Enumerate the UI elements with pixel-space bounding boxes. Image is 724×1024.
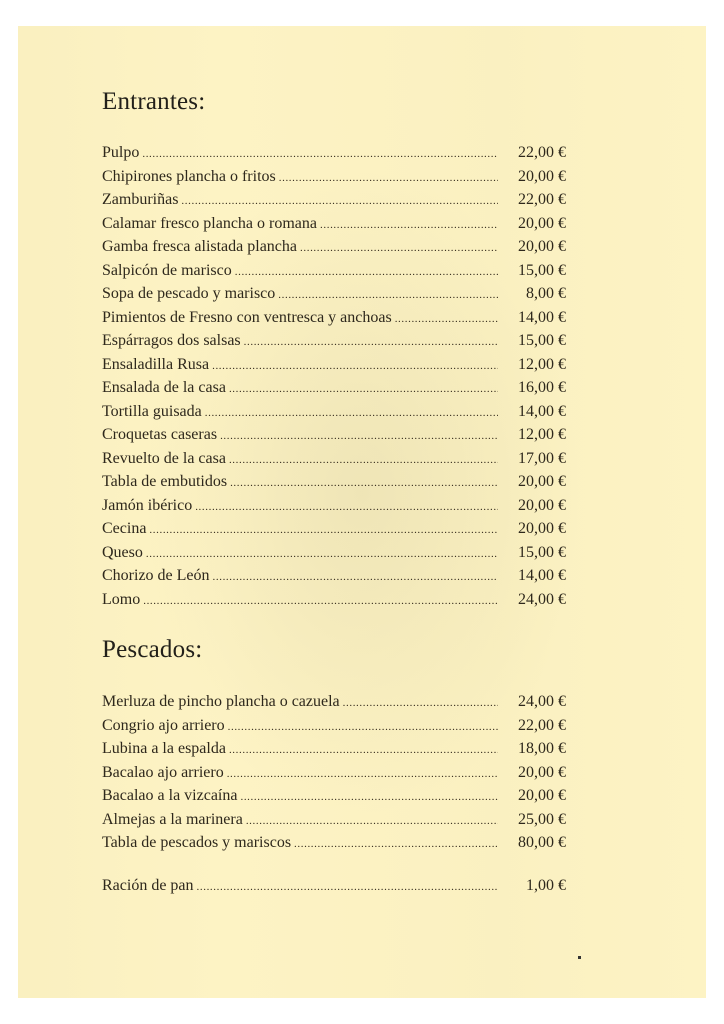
dot-leader [228,721,498,733]
menu-item [102,426,566,449]
item-name: Congrio ajo arriero [102,716,225,734]
dot-leader [227,768,498,780]
item-name: Pulpo [102,144,140,161]
item-name: Almejas a la marinera [102,810,243,828]
item-name: Bacalao ajo arriero [102,763,224,781]
menu-item [102,811,566,834]
item-name: Tortilla guisada [102,402,202,420]
menu-item [102,497,566,520]
item-price: 18,00 € [518,740,566,757]
menu-item [102,285,566,308]
dot-leader [395,313,498,325]
dot-leader [229,383,498,395]
item-price: 20,00 € [518,763,566,781]
item-price: 15,00 € [518,332,566,349]
stray-mark [578,956,581,959]
dot-leader [229,454,498,466]
menu-item [102,567,566,590]
item-price: 17,00 € [518,449,566,467]
item-price: 12,00 € [518,426,566,443]
menu-item [102,787,566,810]
menu-item [102,450,566,473]
item-name: Zamburiñas [102,191,179,208]
dot-leader [278,289,498,301]
item-name: Cecina [102,520,147,537]
menu-item [102,191,566,214]
item-price: 20,00 € [518,214,566,232]
item-price: 14,00 € [518,402,566,420]
menu-item [102,379,566,402]
item-price: 20,00 € [518,167,566,185]
dot-leader [246,815,498,827]
item-name: Bacalao a la vizcaína [102,787,238,804]
item-price: 15,00 € [518,261,566,279]
dot-leader [212,360,498,372]
menu-item [102,309,566,332]
item-name: Chipirones plancha o fritos [102,167,276,185]
item-name: Salpicón de marisco [102,261,232,279]
menu-item [102,403,566,426]
menu-item [102,834,566,857]
dot-leader [240,791,498,803]
item-price: 80,00 € [518,834,566,851]
menu-item [102,332,566,355]
dot-leader [197,881,498,893]
item-name: Pimientos de Fresno con ventresca y anchoas [102,308,392,326]
section-title-pescados: Pescados: [102,636,203,663]
dot-leader [343,697,498,709]
item-name: Espárragos dos salsas [102,332,241,349]
item-price: 20,00 € [518,473,566,490]
item-name: Gamba fresca alistada plancha [102,238,298,255]
menu-item [102,544,566,567]
dot-leader [279,172,498,184]
item-price: 14,00 € [518,567,566,584]
item-price: 24,00 € [518,693,566,710]
item-name: Chorizo de León [102,567,210,584]
dot-leader [294,838,498,850]
menu-item [102,215,566,238]
item-price: 24,00 € [518,590,566,608]
item-name: Ensalada de la casa [102,379,226,396]
item-price: 22,00 € [518,716,566,734]
dot-leader [229,744,498,756]
menu-item [102,238,566,261]
item-name: Ración de pan [102,877,194,894]
item-name: Jamón ibérico [102,496,193,514]
item-price: 20,00 € [518,787,566,804]
item-name: Tabla de pescados y mariscos [102,834,292,851]
item-price: 8,00 € [526,285,566,302]
dot-leader [220,430,498,442]
item-price: 15,00 € [518,543,566,561]
dot-leader [181,195,498,207]
dot-leader [205,407,498,419]
dot-leader [146,548,498,560]
item-name: Lomo [102,590,141,608]
item-price: 14,00 € [518,308,566,326]
item-name: Croquetas caseras [102,426,218,443]
dot-leader [149,524,498,536]
item-price: 16,00 € [518,379,566,396]
item-name: Lubina a la espalda [102,740,226,757]
item-name: Tabla de embutidos [102,473,228,490]
dot-leader [235,266,498,278]
item-price: 20,00 € [518,238,566,255]
menu-item [102,473,566,496]
menu-item [102,144,566,167]
item-price: 22,00 € [518,191,566,208]
menu-item [102,764,566,787]
menu-item [102,356,566,379]
dot-leader [195,501,498,513]
dot-leader [230,477,498,489]
dot-leader [213,571,498,583]
section-title-entrantes: Entrantes: [102,88,206,115]
item-name: Merluza de pincho plancha o cazuela [102,693,340,710]
dot-leader [244,336,498,348]
item-name: Sopa de pescado y marisco [102,285,276,302]
item-name: Calamar fresco plancha o romana [102,214,318,232]
item-name: Queso [102,543,143,561]
item-price: 22,00 € [518,144,566,161]
item-price: 20,00 € [518,496,566,514]
dot-leader [300,242,498,254]
menu-item [102,740,566,763]
item-name: Revuelto de la casa [102,449,226,467]
menu-item [102,717,566,740]
dot-leader [320,219,498,231]
menu-item [102,262,566,285]
dot-leader [142,148,498,160]
item-price: 1,00 € [526,877,566,894]
menu-item [102,168,566,191]
menu-item-bread [102,877,566,900]
dot-leader [143,595,498,607]
item-price: 20,00 € [518,520,566,537]
item-price: 12,00 € [518,355,566,373]
menu-item [102,693,566,716]
item-name: Ensaladilla Rusa [102,355,210,373]
menu-item [102,591,566,614]
item-price: 25,00 € [518,810,566,828]
menu-item [102,520,566,543]
